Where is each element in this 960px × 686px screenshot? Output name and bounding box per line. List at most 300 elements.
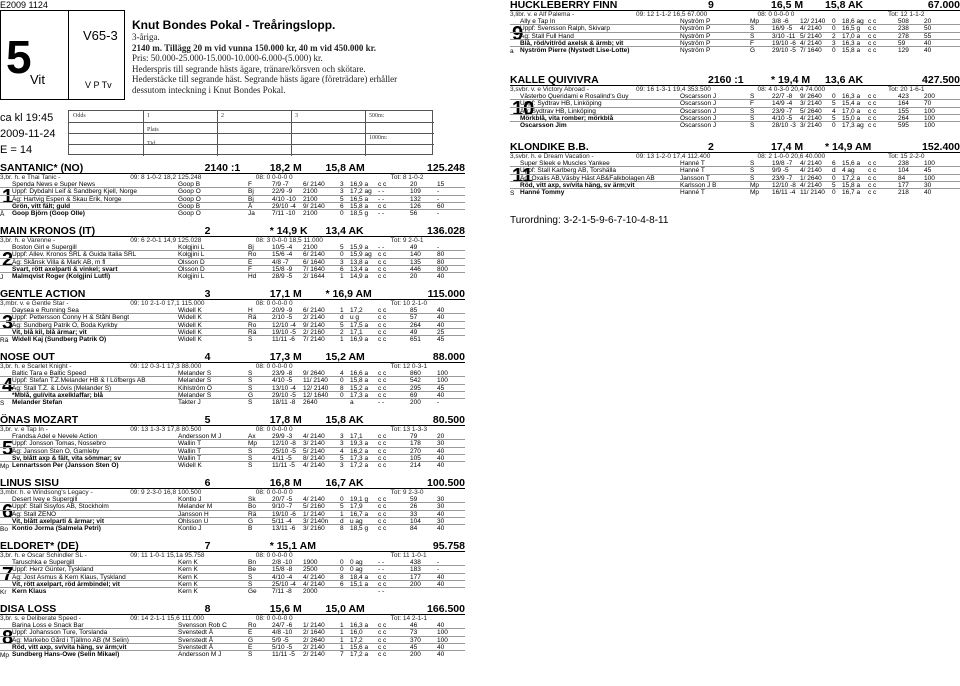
start-cell: 0 <box>340 566 344 574</box>
horse-stats-prev: 08: 0 0-0-0 0 <box>255 174 293 181</box>
horse-record-auto: 15,8 AM <box>325 162 365 174</box>
horse-record: * 14,9 K <box>269 225 308 237</box>
start-cell: 40 <box>437 510 445 518</box>
start-cell: Mp <box>750 18 760 26</box>
horse-number: 4 <box>2 375 14 398</box>
start-cell: Bj <box>248 188 254 196</box>
start-cell: 45 <box>437 384 445 392</box>
start-row <box>0 273 465 280</box>
horse-record-auto: 15,0 AM <box>325 603 365 615</box>
start-row <box>510 160 960 167</box>
start-cell: 16,9 a <box>350 181 369 189</box>
start-cell: 25/10 -4 <box>272 580 296 588</box>
start-cell: 59 <box>898 39 906 47</box>
start-cell: Äg: Stall T.Z. & Lövis (Melander S) <box>12 384 112 392</box>
start-cell: 23/9 -7 <box>772 107 793 115</box>
start-cell: Frandsa Adel e Nevele Action <box>12 433 98 441</box>
horse-entry <box>0 478 465 532</box>
start-cell: 132 <box>410 195 421 203</box>
start-cell: 4 <box>832 107 836 115</box>
start-cell: 2100 <box>303 188 318 196</box>
start-cell: c c <box>378 636 387 644</box>
start-row <box>0 566 465 573</box>
start-cell: 2 <box>832 32 836 40</box>
horse-stats-prev: 08: 0 0-0-0 0 <box>255 426 293 433</box>
start-cell: Mp <box>750 188 760 196</box>
start-row <box>0 188 465 195</box>
start-cell: Jansson H <box>178 510 209 518</box>
start-cell: 5 <box>340 321 344 329</box>
start-cell: 40 <box>437 643 445 651</box>
start-cell: 5 <box>832 114 836 122</box>
start-cell: c c <box>868 167 877 175</box>
start-cell: 40 <box>437 314 445 322</box>
start-cell: Widell K <box>178 335 202 343</box>
start-cell: 0 <box>832 93 836 101</box>
start-cell: c c <box>868 100 877 108</box>
start-cell: 2/ 1644 <box>303 272 325 280</box>
start-cell: Äg: Jansson Sten O, Gamleby <box>12 447 100 455</box>
start-cell: 19/10 -6 <box>272 510 296 518</box>
start-cell: 0 <box>832 46 836 54</box>
document-id: E2009 1124 <box>0 0 48 10</box>
start-cell: 15,8 a <box>350 202 369 210</box>
start-cell: 4/ 2140 <box>800 160 822 168</box>
start-cell: 1 <box>340 510 344 518</box>
start-cell: Svart, rött axelparti & vinkel; svart <box>12 265 118 273</box>
start-cell: 1 <box>340 636 344 644</box>
start-cell: 11/11 -6 <box>272 335 295 343</box>
start-cell: S <box>750 107 755 115</box>
start-cell: 12/ 2140 <box>800 18 826 26</box>
start-cell: 73 <box>410 629 418 637</box>
owner-region: Mp <box>0 462 10 470</box>
horse-name: NOSE OUT <box>0 351 55 363</box>
start-cell: 28/9 -5 <box>272 272 293 280</box>
start-cell: Å <box>248 202 253 210</box>
start-cell: *Mblå, gul/vita axelklaffar; blå <box>12 391 104 399</box>
start-cell: Rä <box>248 314 257 322</box>
header-line: 2140 m. Tillägg 20 m vid vunna 150.000 kr, 40 m vid 450.000 kr. <box>132 42 377 53</box>
m500-label: 500m: <box>369 113 385 119</box>
odds-label: Odds <box>73 113 86 119</box>
horse-earnings: 95.758 <box>432 540 465 552</box>
start-cell: 16,3 a <box>842 39 861 47</box>
start-row <box>0 322 465 329</box>
race-box-divider <box>68 11 69 100</box>
start-cell: S <box>248 377 253 385</box>
header-line: Hederstäcke till segrande häst. Segrande hästs ägare (företrädare) erhåller <box>132 74 398 85</box>
start-cell: 0 ag <box>350 566 363 574</box>
horse-earnings: 67.000 <box>927 0 960 11</box>
horse-earnings: 88.000 <box>432 351 465 363</box>
horse-distance: 7 <box>204 540 211 552</box>
start-cell: 164 <box>898 100 909 108</box>
start-cell: F <box>750 39 754 47</box>
start-cell: Uppf: Herz Günter, Tyskland <box>12 566 94 574</box>
start-row <box>0 433 465 440</box>
start-cell: 100 <box>437 377 448 385</box>
owner-region: J <box>0 273 4 281</box>
start-cell: - - <box>378 195 385 203</box>
start-cell: - - <box>378 398 385 406</box>
start-cell: Vit, blått axelparti & ärmar; vit <box>12 517 104 525</box>
start-cell: Oscarsson J <box>680 93 717 101</box>
start-cell: 4/10 -5 <box>772 114 793 122</box>
start-cell: c c <box>378 573 387 581</box>
horse-name: KALLE QUIVIVRA <box>510 74 599 86</box>
start-cell: Vit, rött axelpart, röd ärmbindel; vit <box>12 580 120 588</box>
start-cell: Uppf: Dybdahl Leif & Sandberg Kjell, Norge <box>12 188 138 196</box>
start-cell: c c <box>378 272 387 280</box>
start-cell: 860 <box>410 370 421 378</box>
horse-earnings: 125.248 <box>427 162 465 174</box>
start-cell: 200 <box>924 93 935 101</box>
start-row <box>0 462 465 469</box>
start-cell: - <box>437 195 440 203</box>
start-cell: - <box>437 398 440 406</box>
start-cell: d <box>340 314 344 322</box>
start-cell: Vit, blå kil, blå ärmar; vit <box>12 328 87 336</box>
horse-sub <box>0 426 465 433</box>
start-cell: 84 <box>410 524 418 532</box>
start-cell: 3/10 -11 <box>772 32 796 40</box>
start-cell: Uppf: Stall Sisyfos AB, Stockholm <box>12 503 109 511</box>
horse-entry <box>510 142 960 196</box>
start-cell: Hanné T <box>680 160 705 168</box>
start-cell: 129 <box>898 46 909 54</box>
start-cell: Svensson Rob C <box>178 622 227 630</box>
start-cell: - <box>437 188 440 196</box>
horse-pedigree: 3,br. h. e Thai Tanic - <box>0 174 61 181</box>
race-title: Knut Bondes Pokal - Treåringslopp. <box>132 18 336 32</box>
horse-name: ELDORET* (DE) <box>0 540 79 552</box>
start-cell: c c <box>868 25 877 33</box>
start-cell: Oscarsson J <box>680 121 717 129</box>
horse-number: 10 <box>512 98 535 121</box>
start-cell: 200 <box>410 398 421 406</box>
start-cell: E <box>248 629 253 637</box>
start-row <box>0 244 465 251</box>
start-cell: 9/ 2140 <box>303 202 325 210</box>
start-cell: 26 <box>410 503 418 511</box>
start-cell: Ally e Tap In <box>520 18 556 26</box>
start-cell: 59 <box>410 496 418 504</box>
start-cell: Uppf: Jonsson Tomas, Nossebro <box>12 440 106 448</box>
start-row <box>0 503 465 510</box>
start-cell: 17,2 ag <box>350 188 372 196</box>
start-cell: c c <box>378 503 387 511</box>
start-cell: 177 <box>410 573 421 581</box>
start-cell: Takter J <box>178 398 201 406</box>
start-cell: 9/10 -7 <box>272 503 293 511</box>
start-cell: Uppf: Stall Karlberg AB, Torshälla <box>520 167 616 175</box>
start-cell: - <box>437 244 440 252</box>
horse-record-auto: 15,8 AK <box>825 0 864 11</box>
start-cell: c c <box>868 114 877 122</box>
start-cell: 40 <box>924 46 932 54</box>
start-cell: 19/8 -7 <box>772 160 793 168</box>
horse-record: 17,8 M <box>269 414 302 426</box>
race-number: 5 <box>6 31 32 83</box>
start-cell: 7/ 2140 <box>303 335 325 343</box>
start-cell: 25/10 -5 <box>272 447 296 455</box>
start-cell: c c <box>378 622 387 630</box>
start-cell: 50 <box>924 25 932 33</box>
start-cell: S <box>248 461 253 469</box>
start-cell: 2 <box>340 328 344 336</box>
start-cell: 2100 <box>303 195 318 203</box>
start-cell: 0 <box>340 496 344 504</box>
start-cell: 100 <box>924 160 935 168</box>
start-cell: c c <box>378 391 387 399</box>
start-cell: 508 <box>898 18 909 26</box>
start-cell: Rä <box>248 510 257 518</box>
horse-header <box>0 415 465 426</box>
start-cell: 19/10 -5 <box>272 328 296 336</box>
start-cell: 3/8 -6 <box>772 18 789 26</box>
start-cell: c c <box>378 496 387 504</box>
start-cell: 4/8 -7 <box>272 258 289 266</box>
start-cell: S <box>248 573 253 581</box>
start-cell: 4 <box>340 447 344 455</box>
start-cell: 9/ 2140 <box>303 321 325 329</box>
horse-record: 15,6 M <box>269 603 302 615</box>
horse-sub <box>510 153 960 160</box>
start-cell: 40 <box>437 573 445 581</box>
start-cell: 17,0 a <box>842 107 861 115</box>
start-cell: Kolgjini L <box>178 272 205 280</box>
start-cell: c c <box>868 174 877 182</box>
horse-name: LINUS SISU <box>0 477 59 489</box>
start-cell: 13/11 -6 <box>272 524 296 532</box>
start-cell: Uppf: Johansson Ture, Torslanda <box>12 629 108 637</box>
start-cell: 40 <box>437 307 445 315</box>
start-cell: c c <box>378 629 387 637</box>
start-cell: 4/ 2140 <box>800 167 822 175</box>
start-cell: c c <box>378 377 387 385</box>
start-cell: 4/ 2140 <box>303 433 325 441</box>
start-cell: 2/ 1640 <box>303 629 325 637</box>
horse-stats-prev: 08: 0 0-0-0 0 <box>255 615 293 622</box>
start-cell: Taruschka e Supergill <box>12 559 75 567</box>
start-cell: Uppf: Svensson Ralph, Skivarp <box>520 25 610 33</box>
start-cell: c c <box>378 251 387 259</box>
start-cell: 18,5 g <box>350 524 369 532</box>
bet-type: V65-3 <box>83 28 118 43</box>
start-cell: 14/9 -4 <box>772 100 793 108</box>
horse-pedigree: 3,br. v. e Tap In - <box>0 426 48 433</box>
start-cell: 24/7 -6 <box>272 622 293 630</box>
start-cell: 17,2 a <box>842 174 861 182</box>
horse-sub <box>0 237 465 244</box>
start-cell: c c <box>378 454 387 462</box>
horse-sub <box>510 11 960 18</box>
start-cell: Barina Loss e Snack Bar <box>12 622 84 630</box>
start-cell: 79 <box>410 433 418 441</box>
start-info <box>0 110 55 158</box>
horse-earnings: 427.500 <box>922 74 960 86</box>
owner-region: S <box>0 399 5 407</box>
start-cell: Hanné T <box>680 167 705 175</box>
start-cell: c c <box>378 447 387 455</box>
start-cell: 1/ 2640 <box>800 174 822 182</box>
start-cell: c c <box>868 39 877 47</box>
start-cell: 30 <box>437 517 445 525</box>
start-row <box>510 33 960 40</box>
plats-label: Plats <box>147 127 159 133</box>
horse-name: ÖNAS MOZART <box>0 414 79 426</box>
start-cell: 4/ 2140 <box>303 461 325 469</box>
start-cell: 0 <box>832 174 836 182</box>
start-cell: 16,6 a <box>350 370 369 378</box>
start-cell: Kern K <box>178 580 198 588</box>
start-cell: 2/8 -10 <box>272 559 293 567</box>
start-cell: c c <box>378 321 387 329</box>
start-cell: Desert Ivey e Supergill <box>12 496 78 504</box>
start-cell: Hanné T <box>680 188 705 196</box>
start-cell: 40 <box>924 39 932 47</box>
start-cell: Hanné Tommy <box>520 188 565 196</box>
owner-region: Bo <box>0 525 8 533</box>
start-date: 2009-11-24 <box>0 128 56 140</box>
start-cell: Goop B <box>178 181 201 189</box>
start-cell: 5 <box>832 181 836 189</box>
horse-distance: 4 <box>204 351 211 363</box>
start-cell: 7/ 1640 <box>303 265 325 273</box>
horse-stats-prev: 08: 0 0-0-0 0 <box>757 11 795 18</box>
start-cell: 15,6 a <box>350 643 369 651</box>
start-cell: Melander S <box>178 377 212 385</box>
start-cell: c c <box>378 202 387 210</box>
start-cell: 4/8 -10 <box>272 629 293 637</box>
start-cell: 12/ 2140 <box>303 384 329 392</box>
start-cell: Uppf: Stefan T.Z.Melander HB & I Löfbergs AB <box>12 377 146 385</box>
col-1: 1 <box>147 113 150 119</box>
start-cell: 17,2 a <box>350 650 369 658</box>
horse-number: 11 <box>512 165 534 188</box>
horse-stats-prev: 08: 4 0-3-0 20,4 74.000 <box>757 86 826 93</box>
horse-stats-total: Tot: 14 2-1-1 <box>390 615 428 622</box>
start-cell: 3 <box>340 440 344 448</box>
start-cell: 18,6 ag <box>842 18 864 26</box>
horse-earnings: 80.500 <box>432 414 465 426</box>
start-cell: 25 <box>437 328 445 336</box>
start-cell: 5/9 -5 <box>272 636 289 644</box>
start-cell: 1 <box>340 307 344 315</box>
horse-sub <box>510 86 960 93</box>
start-cell: 3/ 2140n <box>303 517 329 525</box>
start-cell: S <box>750 32 755 40</box>
start-cell: Kihlström Ö <box>178 384 212 392</box>
start-row <box>510 122 960 129</box>
start-cell: G <box>248 636 254 644</box>
start-cell: 3 <box>340 181 344 189</box>
start-cell: Äg: Hartvig Espen & Skau Erik, Norge <box>12 195 122 203</box>
horse-header <box>0 226 465 237</box>
start-cell: Kern K <box>178 587 198 595</box>
horse-stats-year: 09: 11 1-0-1 15,1a 95.758 <box>130 552 205 559</box>
start-cell: 16,3 a <box>842 93 861 101</box>
horse-distance: 2160 :1 <box>708 74 744 86</box>
owner-region: Mp <box>0 651 10 659</box>
start-cell: c c <box>868 32 877 40</box>
start-row <box>0 392 465 399</box>
horse-header <box>0 289 465 300</box>
start-cell: 6/ 2140 <box>303 181 325 189</box>
start-cell: 1/ 2140 <box>303 510 325 518</box>
start-cell: 15,9 ag <box>350 251 372 259</box>
start-cell: 4/11 -5 <box>272 454 292 462</box>
start-cell: d <box>832 167 836 175</box>
start-cell: 3 <box>832 39 836 47</box>
start-cell: 104 <box>898 167 909 175</box>
start-cell: G <box>750 46 756 54</box>
start-cell: 15,0 a <box>842 114 861 122</box>
start-row <box>510 189 960 196</box>
start-row <box>0 385 465 392</box>
start-cell: Nyström Pierre (Nystedt Lise-Lotte) <box>520 46 630 54</box>
start-cell: 100 <box>924 114 935 122</box>
horse-stats-total: Tot: 10 2-1-0 <box>390 300 428 307</box>
start-cell: Bn <box>248 559 256 567</box>
start-cell: 6 <box>340 265 344 273</box>
start-cell: Widell K <box>178 307 202 315</box>
horse-name: KLONDIKE B.B. <box>510 141 589 153</box>
start-cell: Bo <box>248 503 256 511</box>
horse-record-auto: 13,6 AK <box>825 74 864 86</box>
start-cell: Goop Björn (Goop Olle) <box>12 209 85 217</box>
start-cell: Spenda News e Super News <box>12 181 96 189</box>
horse-distance: 2 <box>708 141 714 153</box>
start-cell: 8 <box>340 573 344 581</box>
start-cell: 651 <box>410 335 421 343</box>
start-cell: 200 <box>410 580 421 588</box>
start-cell: 45 <box>437 335 445 343</box>
start-cell: Oscarsson Jim <box>520 121 567 129</box>
start-cell: Sundberg Hans-Owe (Selin Mikael) <box>12 650 120 658</box>
horse-distance: 8 <box>204 603 211 615</box>
horse-stats-total: Tot: 9 2-0-1 <box>390 237 424 244</box>
start-cell: 17,1 <box>350 328 363 336</box>
horse-pedigree: 3,mbr. v. e Gentle Star - <box>0 300 69 307</box>
horse-stats-year: 09: 13 1-2-0 17,4 112.400 <box>636 153 711 160</box>
tid-label: Tid <box>147 141 156 147</box>
horse-record-auto: * 16,9 AM <box>325 288 372 300</box>
start-cell: 3 <box>340 461 344 469</box>
horse-name: SANTANIC* (NO) <box>0 162 84 174</box>
start-cell: Baltic Tara e Baltic Speed <box>12 370 86 378</box>
horse-distance: 2 <box>204 225 211 237</box>
start-row <box>510 100 960 107</box>
horse-earnings: 152.400 <box>922 141 960 153</box>
horse-number: 7 <box>2 564 14 587</box>
start-cell: Lennartsson Per (Jansson Sten O) <box>12 461 119 469</box>
start-cell: 40 <box>437 272 445 280</box>
start-cell: 6 <box>832 160 836 168</box>
start-cell: 0 <box>340 391 344 399</box>
start-cell: Oscarsson J <box>680 107 717 115</box>
horse-sub <box>0 615 465 622</box>
start-cell: 29/10 -4 <box>272 202 296 210</box>
start-cell: Äg: Jost Asmus & Kern Klaus, Tyskland <box>12 573 126 581</box>
start-cell: - - <box>378 209 385 217</box>
start-cell: 40 <box>437 454 445 462</box>
horse-header <box>0 478 465 489</box>
start-cell: 4/ 2140 <box>800 25 822 33</box>
start-cell: F <box>248 181 252 189</box>
horse-sub <box>0 300 465 307</box>
